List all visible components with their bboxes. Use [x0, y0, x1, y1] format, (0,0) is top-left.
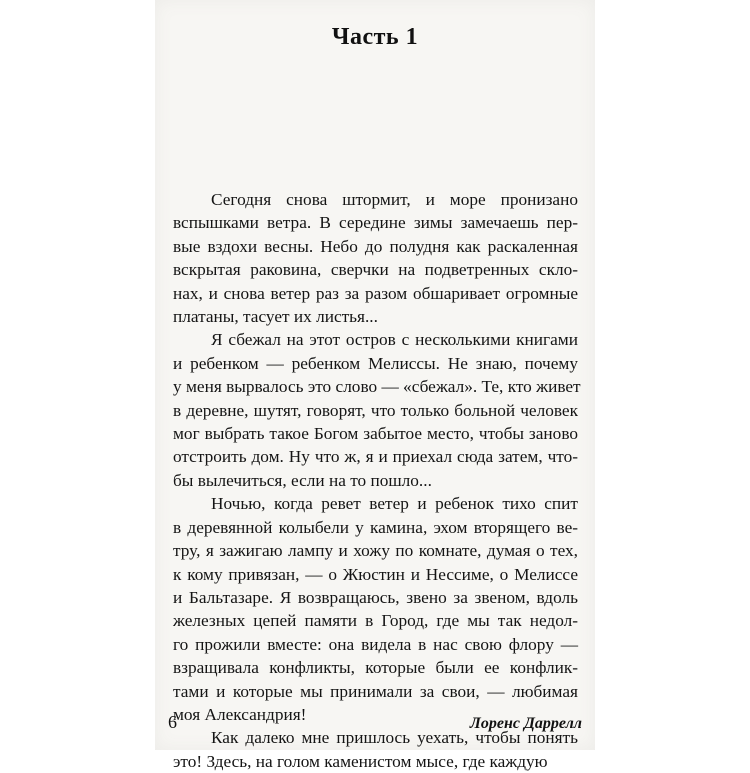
text-line: у меня вырвалось это слово — «сбежал». Те, кто живет	[173, 377, 581, 397]
text-line: Я сбежал на этот остров с несколькими книгами	[211, 330, 578, 350]
text-line: и ребенком — ребенком Мелиссы. Не знаю, почему	[173, 353, 578, 373]
text-line: моя Александрия!	[173, 704, 307, 724]
text-line: бы вылечиться, если на то пошло...	[173, 470, 432, 490]
text-line: вспышками ветра. В середине зимы замечаешь пер-	[173, 213, 578, 233]
text-line: в деревне, шутят, говорят, что только больной человек	[173, 400, 578, 420]
paragraph	[173, 492, 578, 726]
paragraph	[173, 328, 581, 492]
text-line: в деревянной колыбели у камина, эхом вторящего ве-	[173, 517, 578, 537]
paragraph	[173, 726, 578, 773]
text-line: к кому привязан, — о Жюстин и Нессиме, о Мелиссе	[173, 564, 578, 584]
text-line: вскрытая раковина, сверчки на подветренных скло-	[173, 260, 578, 280]
text-line: отстроить дом. Ну что ж, я и приехал сюда затем, что-	[173, 447, 578, 467]
text-line: тру, я зажигаю лампу и хожу по комнате, думая о тех,	[173, 541, 578, 561]
text-line: Как далеко мне пришлось уехать, чтобы понять	[211, 728, 578, 748]
text-line: го прожили вместе: она видела в нас свою флору —	[173, 634, 578, 654]
text-line: вые вздохи весны. Небо до полудня как раскаленная	[173, 236, 578, 256]
text-line: платаны, тасует их листья...	[173, 307, 378, 327]
text-line: и Бальтазаре. Я возвращаюсь, звено за звеном, вдоль	[173, 587, 578, 607]
running-footer-author: Лоренс Даррелл	[469, 715, 582, 732]
text-line: нах, и снова ветер раз за разом обшаривает огромные	[173, 283, 578, 303]
text-line: тами и которые мы принимали за свои, — любимая	[173, 681, 578, 701]
paragraph	[173, 188, 578, 328]
body-text	[173, 188, 581, 773]
text-line: Сегодня снова штормит, и море пронизано	[211, 190, 578, 209]
text-line: мог выбрать такое Богом забытое место, чтобы заново	[173, 424, 578, 444]
text-line: железных цепей памяти в Город, где мы так недол-	[173, 611, 578, 631]
text-line: это! Здесь, на голом каменистом мысе, где каждую	[173, 751, 548, 771]
text-line: взращивала конфликты, которые были ее конфлик-	[173, 658, 578, 678]
text-line: Ночью, когда ревет ветер и ребенок тихо спит	[211, 494, 578, 514]
chapter-heading: Часть 1	[331, 24, 419, 50]
page-number: 6	[168, 712, 177, 732]
